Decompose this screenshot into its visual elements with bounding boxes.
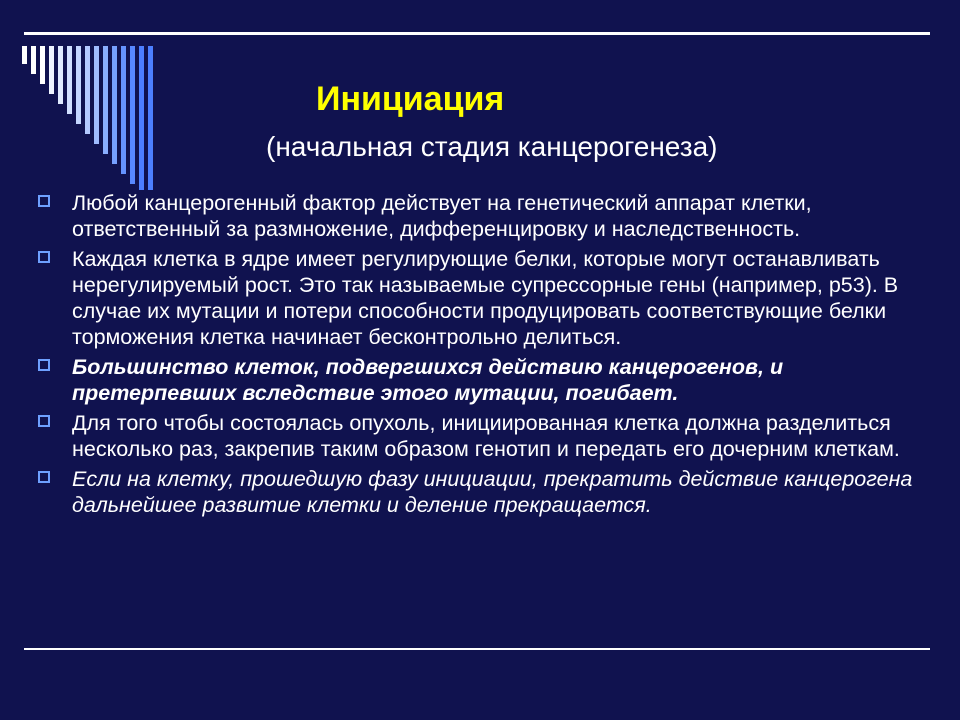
bullet-text-1: Любой канцерогенный фактор действует на генетический аппарат клетки, ответственный за размножение, дифференцировку и наследственность. [72,191,812,241]
slide-title: Инициация [316,80,505,118]
bullet-text-2: Каждая клетка в ядре имеет регулирующие белки, которые могут останавливать нерегулируемый рост. Это так называемые супрессорные гены (например, р53). В случае их мутации и потери способности продуцировать соответствующие белки торможения клетка начинает бесконтрольно делиться. [72,247,899,349]
slide-header [196,78,896,164]
hollow-square-icon [38,359,50,371]
hollow-square-icon [38,251,50,263]
bullet-item-4 [38,410,918,462]
bullet-text-3: Большинство клеток, подвергшихся действию канцерогенов, и претерпевших вследствие этого мутации, погибает. [72,355,784,405]
bullet-item-2 [38,246,918,350]
bottom-divider [24,648,930,650]
hollow-square-icon [38,195,50,207]
bullet-text-4: Для того чтобы состоялась опухоль, инициированная клетка должна разделиться несколько раз, закрепив таким образом генотип и передать его дочерним клеткам. [72,411,900,461]
bullet-list [38,190,918,522]
bullet-item-3 [38,354,918,406]
hollow-square-icon [38,471,50,483]
bullet-text-5: Если на клетку, прошедшую фазу инициации, прекратить действие канцерогена дальнейшее развитие клетки и деление прекращается. [72,467,913,517]
slide-subtitle: (начальная стадия канцерогенеза) [266,131,718,162]
bullet-item-1 [38,190,918,242]
decorative-stripes [0,0,170,190]
bullet-item-5 [38,466,918,518]
hollow-square-icon [38,415,50,427]
